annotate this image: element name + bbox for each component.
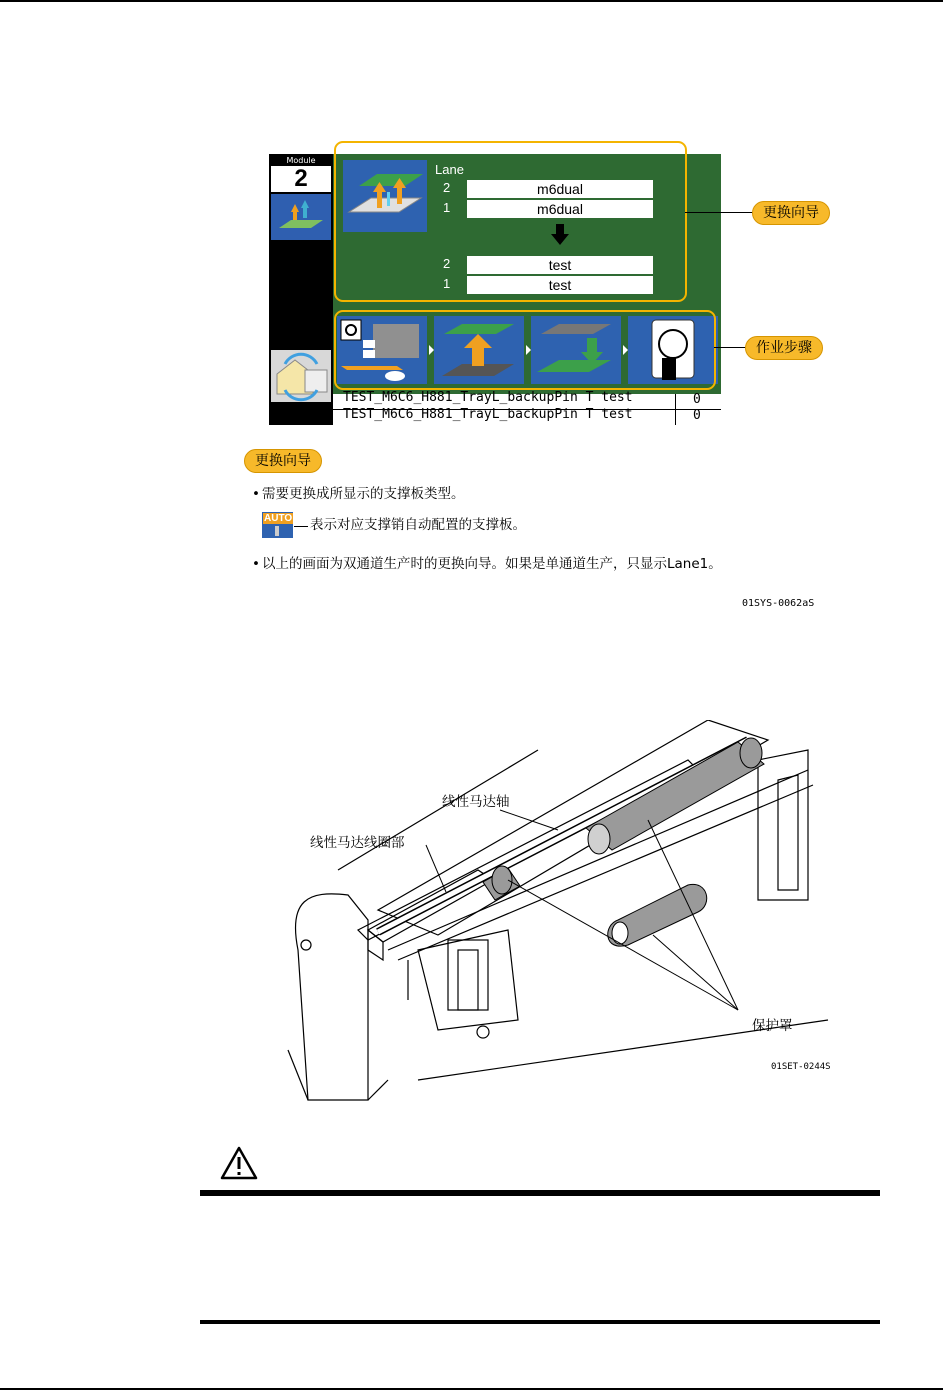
label-linear-motor-shaft: 线性马达轴 (442, 794, 510, 810)
auto-label: AUTO (264, 513, 293, 524)
leader-line (714, 347, 746, 348)
module-indicator (271, 156, 331, 192)
linear-motor-illustration (268, 720, 838, 1115)
new-plate-lane1: test (467, 276, 653, 294)
lane-number: 1 (443, 276, 451, 291)
note-bullet-2: 以上的画面为双通道生产时的更换向导。如果是单通道生产，只显示Lane1。 (262, 556, 722, 572)
current-plate-lane1: m6dual (467, 200, 653, 218)
bullet-dot: • (252, 556, 260, 572)
new-plate-lane2: test (467, 256, 653, 274)
label-protective-cover: 保护罩 (752, 1018, 793, 1034)
row-name: TEST_M6C6_H881_TrayL_backupPin T test (343, 407, 633, 422)
lane-header: Lane (435, 162, 464, 177)
steps-highlight-frame (334, 310, 716, 390)
bullet-dot: • (252, 486, 260, 502)
left-panel (269, 154, 333, 425)
row-value: 0 (693, 408, 701, 423)
auto-badge-icon (262, 512, 293, 538)
table-row[interactable] (333, 407, 721, 425)
top-rule (0, 0, 943, 2)
guide-highlight-frame (334, 141, 687, 302)
warning-top-rule (200, 1190, 880, 1196)
column-divider (675, 394, 676, 425)
guide-callout: 更换向导 (752, 201, 830, 225)
backup-plate-icon[interactable] (271, 194, 331, 240)
lane-number: 1 (443, 200, 451, 215)
bottom-rule (0, 1388, 943, 1390)
auto-description: 表示对应支撑销自动配置的支撑板。 (310, 517, 526, 533)
guide-heading-badge: 更换向导 (244, 449, 322, 473)
leader-line (685, 212, 753, 213)
leader-line (294, 526, 308, 527)
module-label: Module (271, 156, 331, 166)
lane-number: 2 (443, 180, 451, 195)
row-value: 0 (693, 392, 701, 407)
figure-code: 01SET-0244S (771, 1062, 831, 1072)
row-name: TEST_M6C6_H881_TrayL_backupPin T test (343, 390, 633, 405)
warning-icon (220, 1146, 258, 1184)
note-bullet-1: 需要更换成所显示的支撑板类型。 (262, 486, 465, 502)
module-number: 2 (294, 165, 308, 192)
warning-bottom-rule (200, 1320, 880, 1324)
figure-code: 01SYS-0062aS (742, 598, 815, 609)
label-linear-motor-coil: 线性马达线圈部 (310, 835, 405, 851)
plate-list-table (333, 390, 721, 425)
lane-number: 2 (443, 256, 451, 271)
return-home-icon[interactable] (271, 350, 331, 402)
steps-callout: 作业步骤 (745, 336, 823, 360)
current-plate-lane2: m6dual (467, 180, 653, 198)
